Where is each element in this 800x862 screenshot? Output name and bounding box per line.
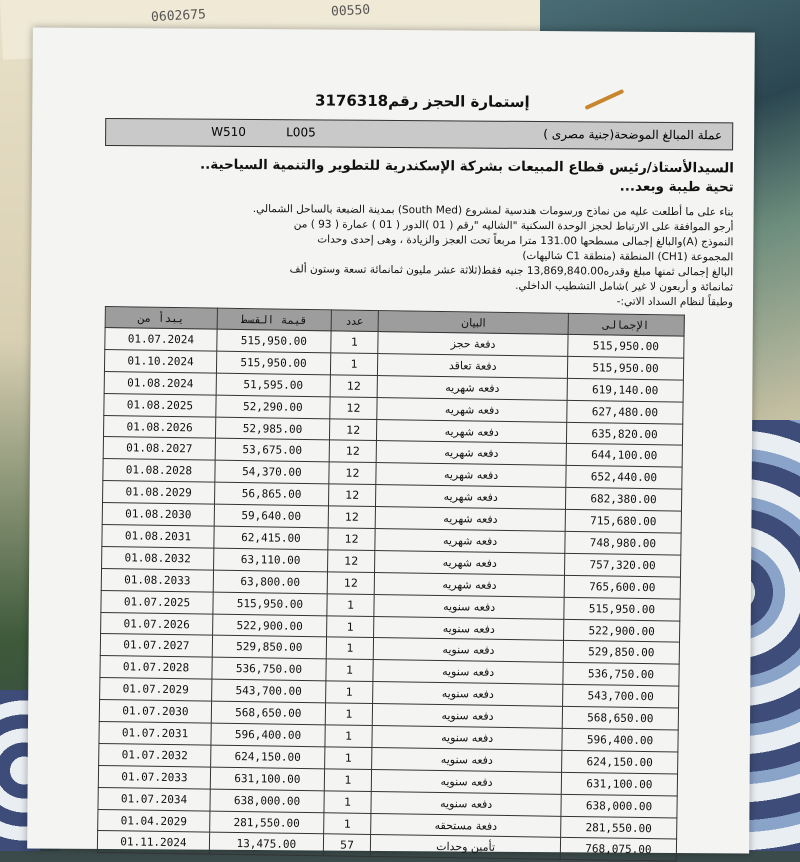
- cell-total: 768,075.00: [560, 838, 676, 862]
- cell-installment-amount: 62,415.00: [214, 526, 328, 550]
- cell-description: دفعه سنويه: [374, 616, 564, 641]
- cell-description: دفعه شهريه: [375, 572, 565, 597]
- cell-installment-amount: 51,595.00: [216, 373, 330, 397]
- cell-count: 12: [329, 440, 377, 463]
- cell-start-date: 01.08.2028: [103, 459, 215, 483]
- cell-total: 748,980.00: [565, 531, 681, 555]
- cell-count: 12: [328, 528, 376, 551]
- cell-start-date: 01.08.2029: [103, 481, 215, 505]
- cell-count: 12: [330, 397, 378, 420]
- cell-count: 1: [324, 812, 372, 835]
- cell-installment-amount: 59,640.00: [214, 504, 328, 528]
- cell-start-date: 01.07.2030: [99, 700, 211, 724]
- cell-start-date: 01.07.2025: [101, 590, 213, 614]
- body-line: ثمانمائة و أربعون لا غير )شامل التشطيب الداخلي.: [515, 279, 734, 294]
- cell-installment-amount: 515,950.00: [216, 351, 330, 375]
- cell-description: دفعة مستحقه: [371, 813, 561, 838]
- cell-installment-amount: 631,100.00: [210, 767, 324, 791]
- cell-start-date: 01.07.2026: [101, 612, 213, 636]
- cell-description: دفعه سنويه: [373, 660, 563, 685]
- addressee-line: السيدالأستاذ/رئيس قطاع المبيعات بشركة الإسكندرية للتطوير والتنمية السياحية..: [199, 156, 734, 177]
- cell-count: 1: [325, 681, 373, 704]
- cell-installment-amount: 624,150.00: [211, 745, 325, 769]
- pencil-icon: [584, 89, 624, 110]
- cell-count: 1: [326, 637, 374, 660]
- cell-start-date: 01.07.2032: [99, 743, 211, 767]
- greeting-line: تحية طيبة وبعد...: [619, 178, 734, 196]
- cell-start-date: 01.10.2024: [104, 349, 216, 373]
- cell-count: 1: [325, 725, 373, 748]
- cell-description: دفعه شهريه: [376, 485, 566, 510]
- cell-count: 1: [330, 353, 378, 376]
- cell-description: دفعه شهريه: [375, 550, 565, 575]
- cell-count: 1: [325, 747, 373, 770]
- body-line: وطبقاً لنظام السداد الاتي:-: [616, 295, 734, 309]
- cell-description: دفعه شهريه: [376, 441, 566, 466]
- cell-installment-amount: 529,850.00: [212, 636, 326, 660]
- cell-count: 1: [324, 769, 372, 792]
- building-code: W510: [211, 124, 246, 139]
- cell-installment-amount: 638,000.00: [210, 789, 324, 813]
- cell-installment-amount: 515,950.00: [213, 592, 327, 616]
- body-line: البالغ إجمالى ثمنها مبلغ وقدره13,869,840.00 جنيه فقط(ثلاثة عشر مليون ثمانمائة تسعة وستون ألف: [289, 263, 734, 279]
- cell-count: 1: [326, 659, 374, 682]
- cell-installment-amount: 596,400.00: [211, 723, 325, 747]
- cell-count: 1: [331, 331, 379, 354]
- cell-description: دفعه شهريه: [377, 397, 567, 422]
- currency-bar: [105, 118, 733, 150]
- cell-count: 1: [325, 703, 373, 726]
- cell-total: 682,380.00: [565, 488, 681, 512]
- body-line: أرجو الموافقة على الارتباط لحجز الوحدة السكنية "الشاليه "رقم ( 01 )الدور ( 01 ) عمارة ( 93 ) من: [293, 218, 734, 234]
- cell-description: دفعه سنويه: [372, 726, 562, 751]
- cell-start-date: 01.08.2027: [103, 437, 215, 461]
- cell-total: 644,100.00: [566, 444, 682, 468]
- cell-start-date: 01.07.2031: [99, 721, 211, 745]
- cell-total: 757,320.00: [564, 553, 680, 577]
- cell-total: 543,700.00: [562, 685, 678, 709]
- cell-installment-amount: 56,865.00: [214, 482, 328, 506]
- cell-count: 12: [329, 462, 377, 485]
- payment-schedule-table: [97, 306, 685, 862]
- cell-description: دفعه سنويه: [371, 791, 561, 816]
- cell-start-date: 01.11.2024: [97, 831, 209, 855]
- cell-total: 619,140.00: [567, 378, 683, 402]
- cell-start-date: 01.07.2034: [98, 787, 210, 811]
- cell-installment-amount: 536,750.00: [212, 657, 326, 681]
- header-count: عدد: [331, 310, 379, 332]
- header-description: البيان: [378, 311, 568, 335]
- cell-start-date: 01.08.2024: [104, 371, 216, 395]
- cell-description: دفعه سنويه: [372, 769, 562, 794]
- cell-count: 57: [323, 834, 371, 857]
- cell-description: دفعه شهريه: [377, 419, 567, 444]
- cell-total: 765,600.00: [564, 575, 680, 599]
- body-line: النموذج (A)والبالغ إجمالى مسطحها 131.00 مترا مربعاً تحت العجز والزيادة ، وهى إحدى وحدات: [317, 233, 734, 249]
- cell-description: دفعه سنويه: [374, 594, 564, 619]
- cell-start-date: 01.08.2032: [102, 546, 214, 570]
- form-title: إستمارة الحجز رقم3176318: [314, 91, 530, 111]
- cell-total: 624,150.00: [562, 750, 678, 774]
- cell-installment-amount: 52,985.00: [215, 417, 329, 441]
- background-doc-number: 0602675: [150, 7, 207, 26]
- cell-description: دفعة حجز: [378, 332, 568, 357]
- cell-start-date: 01.07.2033: [98, 765, 210, 789]
- currency-label: عملة المبالغ الموضحة(جنية مصرى ): [543, 127, 723, 143]
- cell-start-date: 01.07.2024: [105, 328, 217, 352]
- cell-count: 1: [327, 594, 375, 617]
- cell-description: دفعه سنويه: [372, 747, 562, 772]
- cell-count: 12: [328, 506, 376, 529]
- cell-start-date: 01.04.2029: [98, 809, 210, 833]
- cell-installment-amount: 54,370.00: [215, 460, 329, 484]
- cell-start-date: 01.08.2030: [102, 503, 214, 527]
- cell-installment-amount: 63,110.00: [213, 548, 327, 572]
- cell-start-date: 01.08.2025: [104, 393, 216, 417]
- cell-description: دفعه شهريه: [376, 463, 566, 488]
- cell-installment-amount: 522,900.00: [213, 614, 327, 638]
- cell-description: دفعه شهريه: [377, 375, 567, 400]
- unit-code: L005: [286, 125, 316, 140]
- body-line: بناء على ما أطلعت عليه من نماذج ورسومات هندسية لمشروع (South Med) بمدينة الضبعة بالساحل الشمالي.: [252, 203, 734, 219]
- cell-total: 638,000.00: [561, 794, 677, 818]
- cell-total: 627,480.00: [567, 400, 683, 424]
- cell-installment-amount: 63,800.00: [213, 570, 327, 594]
- cell-count: 1: [324, 791, 372, 814]
- cell-total: 596,400.00: [562, 728, 678, 752]
- cell-count: 12: [327, 572, 375, 595]
- cell-total: 515,950.00: [567, 356, 683, 380]
- cell-installment-amount: 13,475.00: [209, 833, 323, 857]
- header-installment-amount: قيمة القسط: [217, 308, 331, 331]
- cell-total: 515,950.00: [564, 597, 680, 621]
- cell-description: دفعه سنويه: [374, 638, 564, 663]
- cell-start-date: 01.08.2026: [103, 415, 215, 439]
- cell-start-date: 01.08.2033: [101, 568, 213, 592]
- cell-start-date: 01.07.2027: [100, 634, 212, 658]
- cell-installment-amount: 53,675.00: [215, 439, 329, 463]
- cell-installment-amount: 281,550.00: [210, 811, 324, 835]
- cell-total: 635,820.00: [566, 422, 682, 446]
- header-start-date: يبدأ من: [105, 307, 217, 330]
- cell-description: دفعه شهريه: [375, 529, 565, 554]
- cell-count: 12: [329, 418, 377, 441]
- background-doc-number-2: 00550: [330, 2, 371, 20]
- reservation-form-paper: [27, 27, 755, 857]
- body-line: المجموعة (CH1) المنطقة (منطقة C1 شاليهات): [522, 249, 734, 264]
- cell-total: 515,950.00: [568, 334, 684, 358]
- cell-count: 1: [326, 615, 374, 638]
- cell-total: 631,100.00: [561, 772, 677, 796]
- cell-installment-amount: 515,950.00: [217, 329, 331, 353]
- letter-body: [101, 156, 734, 310]
- cell-count: 12: [327, 550, 375, 573]
- cell-total: 715,680.00: [565, 509, 681, 533]
- cell-description: دفعه شهريه: [375, 507, 565, 532]
- cell-total: 522,900.00: [563, 619, 679, 643]
- header-total: الإجمالى: [568, 313, 684, 336]
- cell-installment-amount: 568,650.00: [211, 701, 325, 725]
- cell-start-date: 01.07.2028: [100, 656, 212, 680]
- cell-start-date: 01.08.2031: [102, 524, 214, 548]
- cell-installment-amount: 543,700.00: [212, 679, 326, 703]
- cell-description: دفعه سنويه: [373, 704, 563, 729]
- cell-total: 281,550.00: [561, 816, 677, 840]
- cell-installment-amount: 52,290.00: [216, 395, 330, 419]
- cell-total: 529,850.00: [563, 641, 679, 665]
- cell-total: 536,750.00: [563, 663, 679, 687]
- cell-description: تأمين وحدات: [371, 835, 561, 860]
- cell-description: دفعه سنويه: [373, 682, 563, 707]
- cell-total: 652,440.00: [566, 466, 682, 490]
- cell-start-date: 01.07.2029: [100, 678, 212, 702]
- cell-total: 568,650.00: [562, 706, 678, 730]
- cell-count: 12: [328, 484, 376, 507]
- cell-count: 12: [330, 375, 378, 398]
- cell-description: دفعة تعاقد: [378, 353, 568, 378]
